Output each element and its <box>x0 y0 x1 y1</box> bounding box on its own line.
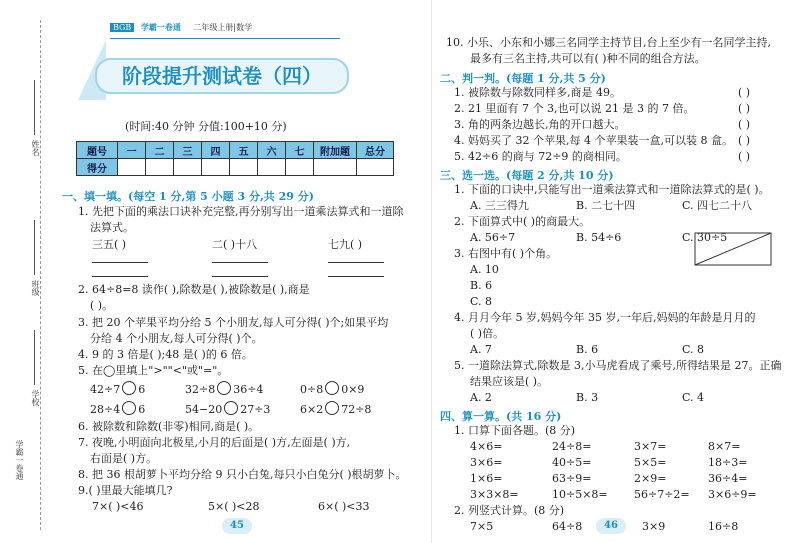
question-9-item: 7×( )<46 <box>92 500 144 513</box>
judge-item: 3. 角的两条边越长,角的开口越大。 <box>454 118 626 131</box>
rectangle-diagonal-figure <box>694 232 774 268</box>
question-7-line2: 右面是( )方。 <box>90 452 158 465</box>
compare-circle[interactable] <box>325 401 339 415</box>
vertical-calc-item[interactable]: 7×5 <box>470 520 494 533</box>
question-8: 8. 把 36 根胡萝卜平均分给 9 只小白兔,每只小白兔分( )根胡萝卜。 <box>78 468 407 481</box>
grade-subject: 二年级上册|数学 <box>193 23 253 32</box>
compare-circle[interactable] <box>217 381 231 395</box>
answer-line[interactable] <box>92 262 148 263</box>
choice-option[interactable]: A. 10 <box>470 263 499 276</box>
score-header-cell: 题号 <box>77 142 118 159</box>
choice-4-line2: ( )倍。 <box>470 327 505 340</box>
question-6: 6. 被除数和除数(非零)相同,商是( )。 <box>78 420 260 433</box>
oral-calc-item[interactable]: 63÷9= <box>552 472 592 485</box>
oral-calc-item[interactable]: 10÷5×8= <box>552 488 608 501</box>
compare-item <box>90 381 145 397</box>
question-4: 4. 9 的 3 倍是( );48 是( )的 6 倍。 <box>78 348 253 361</box>
oral-calc-item[interactable]: 3×6= <box>470 456 503 469</box>
vertical-calc-item[interactable]: 3×9 <box>642 520 666 533</box>
score-cell[interactable] <box>314 159 357 176</box>
compare-circle[interactable] <box>224 401 238 415</box>
score-header-cell: 四 <box>202 142 230 159</box>
score-cell[interactable] <box>230 159 258 176</box>
header-rule <box>110 38 340 39</box>
section-3-title: 三、选一选。(每题 2 分,共 10 分) <box>440 169 614 182</box>
calc-2-title: 2. 列竖式计算。(8 分) <box>454 504 565 517</box>
score-header-cell: 总分 <box>357 142 394 159</box>
oral-calc-item[interactable]: 2×9= <box>634 472 667 485</box>
oral-calc-item[interactable]: 18÷3= <box>708 456 748 469</box>
score-cell[interactable] <box>146 159 174 176</box>
brand-name: 学霸一卷通 <box>140 22 181 32</box>
question-10-line1: 10. 小乐、小东和小娜三名同学主持节目,台上至少有一名同学主持, <box>446 36 771 49</box>
compare-left: 54−20 <box>185 403 223 416</box>
choice-option[interactable]: B. 6 <box>576 343 599 356</box>
oral-calc-item[interactable]: 36÷4= <box>708 472 748 485</box>
choice-option[interactable]: A. 三三得九 <box>470 199 529 212</box>
compare-left: 6×2 <box>300 403 324 416</box>
answer-line[interactable] <box>212 276 268 277</box>
section-4-title: 四、算一算。(共 16 分) <box>440 410 562 423</box>
choice-option[interactable]: B. 54÷6 <box>576 231 622 244</box>
judge-answer-blank[interactable]: ( ) <box>738 150 751 163</box>
answer-line[interactable] <box>92 276 148 277</box>
question-1-item-b: 二( )十八 <box>212 238 258 251</box>
question-1-line2: 法算式。 <box>90 221 134 234</box>
question-5-title: 5. 在◯里填上">""<"或"="。 <box>78 364 229 377</box>
question-9-item: 5×( )<28 <box>208 500 260 513</box>
page-number-left: 45 <box>222 518 252 534</box>
header-tag-bar <box>110 22 252 34</box>
question-1-item-a: 三五( ) <box>92 238 127 251</box>
school-label: 学校 <box>31 390 40 406</box>
oral-calc-item[interactable]: 4×6= <box>470 440 503 453</box>
judge-answer-blank[interactable]: ( ) <box>738 86 751 99</box>
answer-line[interactable] <box>212 262 268 263</box>
compare-item <box>300 401 371 417</box>
name-blank-line <box>34 80 35 135</box>
compare-left: 28÷4 <box>90 403 121 416</box>
score-header-cell: 二 <box>146 142 174 159</box>
score-table <box>76 141 394 176</box>
question-1-line1: 1. 先把下面的乘法口诀补充完整,再分别写出一道乘法算式和一道除 <box>78 205 404 218</box>
question-3-line2: 分给 4 个小朋友,每人可分得( )个。 <box>90 332 263 345</box>
oral-calc-item[interactable]: 24÷8= <box>552 440 592 453</box>
choice-option[interactable]: B. 3 <box>576 391 599 404</box>
score-cell[interactable] <box>286 159 314 176</box>
section-2-title: 二、判一判。(每题 1 分,共 5 分) <box>440 72 606 85</box>
calc-1-title: 1. 口算下面各题。(8 分) <box>454 424 576 437</box>
choice-option[interactable]: C. 4 <box>682 391 705 404</box>
choice-option[interactable]: A. 7 <box>470 343 492 356</box>
compare-right: 27÷3 <box>240 403 271 416</box>
question-7-line1: 7. 夜晚,小明面向北极星,小月的后面是( )方,左面是( )方, <box>78 436 351 449</box>
choice-4-line1: 4. 月月今年 5 岁,妈妈今年 35 岁,一年后,妈妈的年龄是月月的 <box>454 311 756 324</box>
score-table-header-row <box>77 142 394 159</box>
compare-right: 36÷4 <box>233 383 264 396</box>
compare-item <box>90 401 145 417</box>
choice-1: 1. 下面的口诀中,只能写出一道乘法算式和一道除法算式的是( )。 <box>454 183 770 196</box>
compare-item <box>300 381 364 397</box>
compare-right: 6 <box>138 383 146 396</box>
judge-answer-blank[interactable]: ( ) <box>738 118 751 131</box>
score-cell[interactable] <box>174 159 202 176</box>
choice-option[interactable]: B. 6 <box>470 279 493 292</box>
score-row-label: 得分 <box>77 159 118 176</box>
compare-right: 72÷8 <box>341 403 372 416</box>
oral-calc-item[interactable]: 3×7= <box>634 440 667 453</box>
question-10-line2: 最多有三名主持,共可以有( )种不同的组合方法。 <box>470 52 706 65</box>
score-header-cell: 三 <box>174 142 202 159</box>
compare-left: 42÷7 <box>90 383 121 396</box>
score-header-cell: 六 <box>258 142 286 159</box>
brand-vertical-label: 学霸一卷通 <box>15 440 24 480</box>
vertical-calc-item[interactable]: 16÷8 <box>708 520 739 533</box>
score-table-score-row <box>77 159 394 176</box>
page-title: 阶段提升测试卷（四） <box>95 58 349 94</box>
score-header-cell: 七 <box>286 142 314 159</box>
class-label: 班级 <box>31 280 40 296</box>
choice-option[interactable]: C. 四七二十八 <box>682 199 753 212</box>
choice-2: 2. 下面算式中( )的商最大。 <box>454 215 591 228</box>
school-blank-line <box>34 330 35 385</box>
page-number-right: 46 <box>596 518 626 534</box>
question-2: 2. 64÷8=8 读作( ),除数是( ),被除数是( ),商是 <box>78 283 310 296</box>
question-1-item-c: 七九( ) <box>328 238 363 251</box>
vertical-calc-item[interactable]: 64÷8 <box>552 520 583 533</box>
binding-dashed-line <box>40 20 41 530</box>
page-fold <box>431 0 432 543</box>
name-label: 姓名 <box>31 140 40 156</box>
compare-left: 32÷8 <box>185 383 216 396</box>
choice-option[interactable]: C. 30÷5 <box>682 231 728 244</box>
score-cell[interactable] <box>258 159 286 176</box>
compare-circle[interactable] <box>122 401 136 415</box>
choice-option[interactable]: A. 2 <box>470 391 492 404</box>
compare-left: 0÷8 <box>300 383 324 396</box>
time-score: (时间:40 分钟 分值:100+10 分) <box>125 120 287 133</box>
oral-calc-item[interactable]: 5×5= <box>634 456 667 469</box>
answer-line[interactable] <box>328 262 384 263</box>
section-1-title: 一、填一填。(每空 1 分,第 5 小题 3 分,共 29 分) <box>62 190 314 203</box>
judge-item: 2. 21 里面有 7 个 3,也可以说 21 是 3 的 7 倍。 <box>454 102 695 115</box>
choice-3: 3. 右图中有( )个角。 <box>454 247 558 260</box>
oral-calc-item[interactable]: 1×6= <box>470 472 503 485</box>
score-cell[interactable] <box>357 159 394 176</box>
oral-calc-item[interactable]: 8×7= <box>708 440 741 453</box>
compare-circle[interactable] <box>325 381 339 395</box>
judge-item: 5. 42÷6 的商与 72÷9 的商相同。 <box>454 150 627 163</box>
choice-5-line1: 5. 一道除法算式,除数是 3,小马虎看成了乘号,所得结果是 27。正确 <box>454 359 782 372</box>
choice-option[interactable]: B. 二七十四 <box>576 199 636 212</box>
oral-calc-item[interactable]: 3×3×8= <box>470 488 519 501</box>
question-2-cont: ( )。 <box>90 299 114 312</box>
score-cell[interactable] <box>202 159 230 176</box>
compare-item <box>185 381 263 397</box>
brand-tag: BGB <box>110 23 134 32</box>
judge-item: 1. 被除数与除数同样多,商是 49。 <box>454 86 621 99</box>
judge-answer-blank[interactable]: ( ) <box>738 134 751 147</box>
oral-calc-item[interactable]: 3×6÷9= <box>708 488 757 501</box>
compare-right: 0×9 <box>341 383 365 396</box>
choice-option[interactable]: A. 56÷7 <box>470 231 516 244</box>
compare-item <box>185 401 270 417</box>
question-3-line1: 3. 把 20 个苹果平均分给 5 个小朋友,每人可分得( )个;如果平均 <box>78 316 389 329</box>
choice-option[interactable]: C. 8 <box>682 343 705 356</box>
score-header-cell: 一 <box>118 142 146 159</box>
choice-option[interactable]: C. 8 <box>470 295 493 308</box>
binding-margin <box>0 0 46 543</box>
oral-calc-item[interactable]: 56÷7÷2= <box>634 488 690 501</box>
score-cell[interactable] <box>118 159 146 176</box>
choice-5-line2: 结果应该是( )。 <box>470 375 549 388</box>
question-9-title: 9.( )里最大能填几? <box>78 484 173 497</box>
answer-line[interactable] <box>328 276 384 277</box>
score-header-cell: 五 <box>230 142 258 159</box>
compare-circle[interactable] <box>122 381 136 395</box>
judge-answer-blank[interactable]: ( ) <box>738 102 751 115</box>
question-9-item: 6×( )<33 <box>318 500 370 513</box>
judge-item: 4. 妈妈买了 32 个苹果,每 4 个苹果装一盒,可以装 8 盒。 <box>454 134 733 147</box>
class-blank-line <box>34 220 35 275</box>
compare-right: 6 <box>138 403 146 416</box>
oral-calc-item[interactable]: 40÷5= <box>552 456 592 469</box>
score-header-cell: 附加题 <box>314 142 357 159</box>
